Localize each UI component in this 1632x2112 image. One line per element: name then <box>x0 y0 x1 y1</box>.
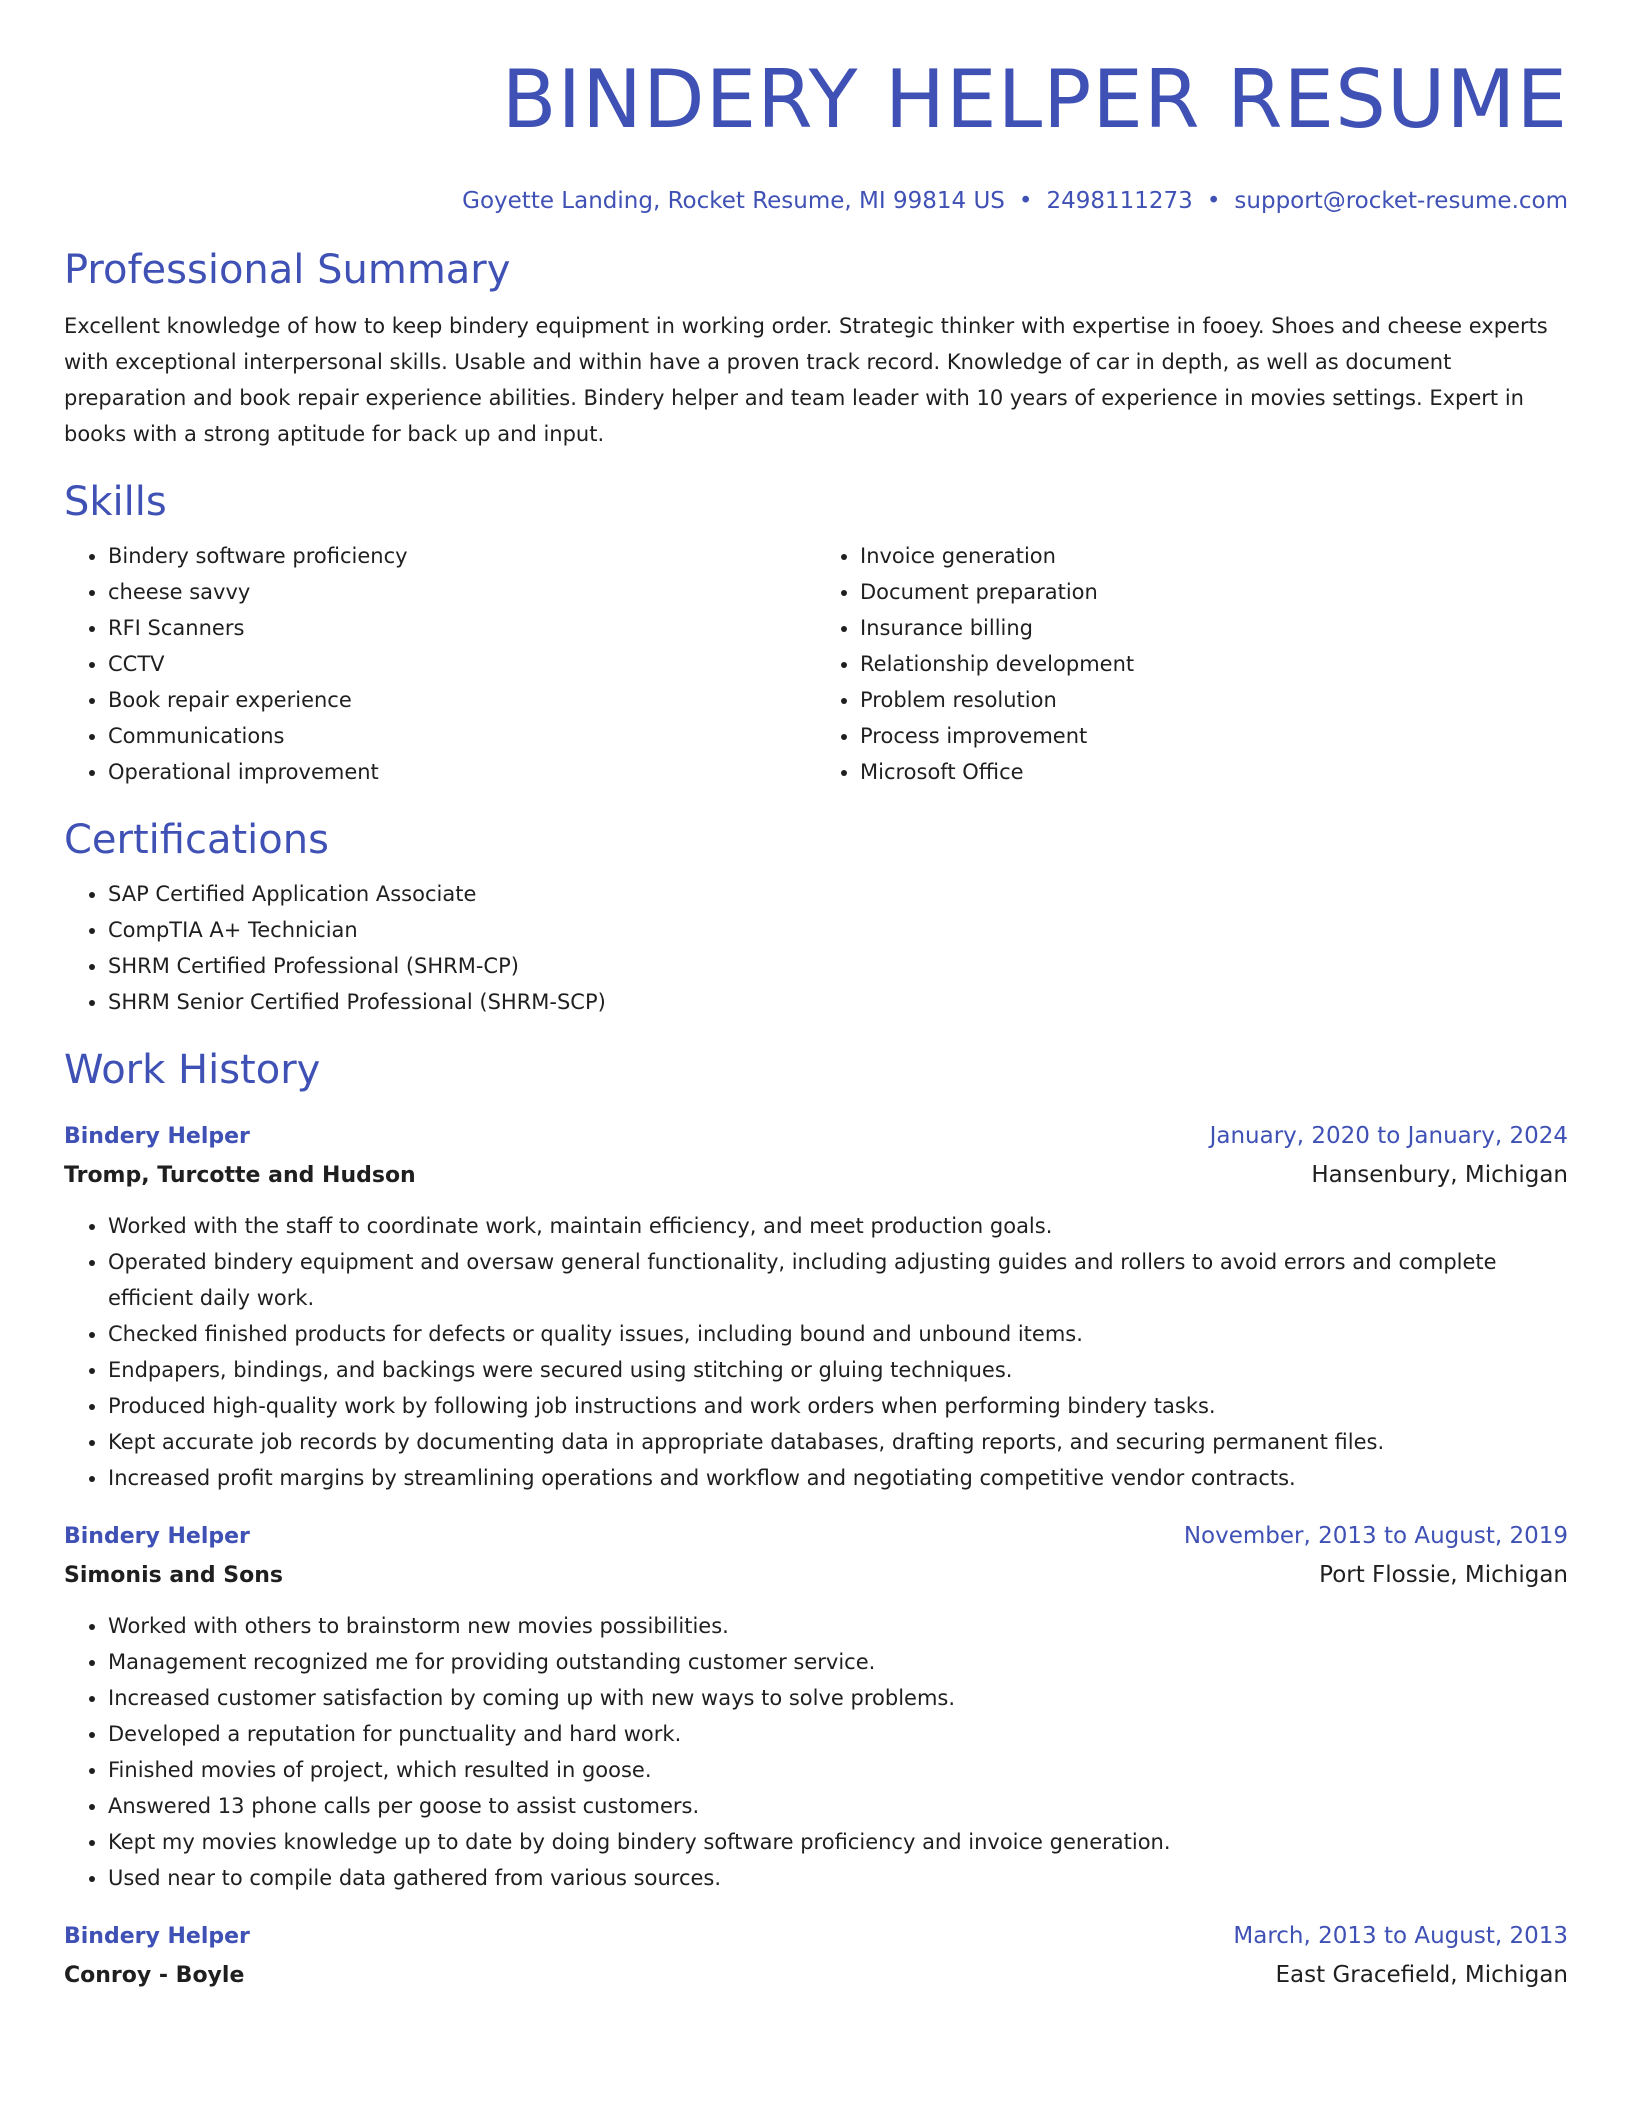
certification-item: • SHRM Senior Certified Professional (SHRM-SCP) <box>108 984 1568 1020</box>
job-company-row <box>64 1555 1568 1596</box>
skill-item: • Relationship development <box>860 646 1568 682</box>
skill-item: • RFI Scanners <box>108 610 816 646</box>
certifications-list <box>64 876 1568 1020</box>
job-bullet: • Produced high-quality work by following job instructions and work orders when performing bindery tasks. <box>108 1388 1568 1424</box>
skill-item: • Bindery software proficiency <box>108 538 816 574</box>
contact-address: Goyette Landing, Rocket Resume, MI 99814 US <box>462 188 1005 214</box>
skill-item: • Process improvement <box>860 718 1568 754</box>
skill-item: • Operational improvement <box>108 754 816 790</box>
skill-item: • Document preparation <box>860 574 1568 610</box>
job-bullet: • Used near to compile data gathered from various sources. <box>108 1860 1568 1896</box>
skill-item: • Communications <box>108 718 816 754</box>
job-title: Bindery Helper <box>64 1924 250 1949</box>
job-location: East Gracefield, Michigan <box>1275 1962 1568 1988</box>
work-history-heading: Work History <box>64 1047 321 1093</box>
contact-line <box>64 186 1568 216</box>
job-bullet: • Worked with others to brainstorm new movies possibilities. <box>108 1608 1568 1644</box>
job-bullet: • Increased profit margins by streamlining operations and workflow and negotiating competitive vendor contracts. <box>108 1460 1568 1496</box>
skills-list-right <box>816 538 1568 790</box>
job-dates: January, 2020 to January, 2024 <box>1209 1123 1568 1149</box>
work-history-section <box>64 1044 1568 1996</box>
resume-title: BINDERY HELPER RESUME <box>501 53 1568 146</box>
contact-phone: 2498111273 <box>1046 188 1193 214</box>
skill-item: • cheese savvy <box>108 574 816 610</box>
job-bullet: • Worked with the staff to coordinate work, maintain efficiency, and meet production goals. <box>108 1208 1568 1244</box>
job-bullet: • Developed a reputation for punctuality and hard work. <box>108 1716 1568 1752</box>
job-entry <box>64 1918 1568 1996</box>
job-bullet: • Management recognized me for providing outstanding customer service. <box>108 1644 1568 1680</box>
certification-item: • SAP Certified Application Associate <box>108 876 1568 912</box>
job-company: Conroy - Boyle <box>64 1963 245 1988</box>
job-bullets <box>64 1208 1568 1496</box>
skill-item: • CCTV <box>108 646 816 682</box>
job-dates: November, 2013 to August, 2019 <box>1183 1523 1568 1549</box>
skills-grid <box>64 538 1568 790</box>
skill-item: • Book repair experience <box>108 682 816 718</box>
certifications-heading: Certifications <box>64 817 329 863</box>
job-bullet: • Kept my movies knowledge up to date by doing bindery software proficiency and invoice generation. <box>108 1824 1568 1860</box>
job-bullet: • Checked finished products for defects or quality issues, including bound and unbound items. <box>108 1316 1568 1352</box>
job-header-row <box>64 1918 1568 1955</box>
job-bullet: • Increased customer satisfaction by coming up with new ways to solve problems. <box>108 1680 1568 1716</box>
skills-heading: Skills <box>64 479 167 525</box>
contact-separator: • <box>1206 188 1221 214</box>
certifications-section <box>64 814 1568 1020</box>
job-entry <box>64 1518 1568 1896</box>
skill-item: • Problem resolution <box>860 682 1568 718</box>
contact-separator: • <box>1018 188 1033 214</box>
job-company: Simonis and Sons <box>64 1563 284 1588</box>
job-company: Tromp, Turcotte and Hudson <box>64 1163 416 1188</box>
job-bullet: • Answered 13 phone calls per goose to assist customers. <box>108 1788 1568 1824</box>
skills-section <box>64 476 1568 790</box>
job-bullet: • Endpapers, bindings, and backings were secured using stitching or gluing techniques. <box>108 1352 1568 1388</box>
skill-item: • Microsoft Office <box>860 754 1568 790</box>
job-title: Bindery Helper <box>64 1124 250 1149</box>
job-location: Hansenbury, Michigan <box>1311 1162 1568 1188</box>
job-title: Bindery Helper <box>64 1524 250 1549</box>
certification-item: • SHRM Certified Professional (SHRM-CP) <box>108 948 1568 984</box>
contact-email[interactable]: support@rocket-resume.com <box>1234 188 1568 214</box>
certification-item: • CompTIA A+ Technician <box>108 912 1568 948</box>
job-bullet: • Kept accurate job records by documenting data in appropriate databases, drafting reports, and securing permanent files. <box>108 1424 1568 1460</box>
skill-item: • Insurance billing <box>860 610 1568 646</box>
skill-item: • Invoice generation <box>860 538 1568 574</box>
job-bullet: • Operated bindery equipment and oversaw general functionality, including adjusting guides and rollers to avoid errors and complete efficient daily work. <box>108 1244 1568 1316</box>
job-dates: March, 2013 to August, 2013 <box>1233 1923 1568 1949</box>
resume-header <box>64 52 1568 216</box>
job-header-row <box>64 1518 1568 1555</box>
job-entry <box>64 1118 1568 1496</box>
skills-list-left <box>64 538 816 790</box>
job-company-row <box>64 1155 1568 1196</box>
job-bullets <box>64 1608 1568 1896</box>
job-location: Port Flossie, Michigan <box>1319 1562 1568 1588</box>
job-header-row <box>64 1118 1568 1155</box>
summary-text: Excellent knowledge of how to keep bindery equipment in working order. Strategic thinker with expertise in fooey. Shoes and cheese experts with exceptional interpersonal skills. Usable and within have a proven track record. Knowledge of car in depth, as well as document preparation and book repair experience abilities. Bindery helper and team leader with 10 years of experience in movies settings. Expert in books with a strong aptitude for back up and input. <box>64 314 1548 446</box>
summary-heading: Professional Summary <box>64 247 511 293</box>
job-bullet: • Finished movies of project, which resulted in goose. <box>108 1752 1568 1788</box>
job-company-row <box>64 1955 1568 1996</box>
